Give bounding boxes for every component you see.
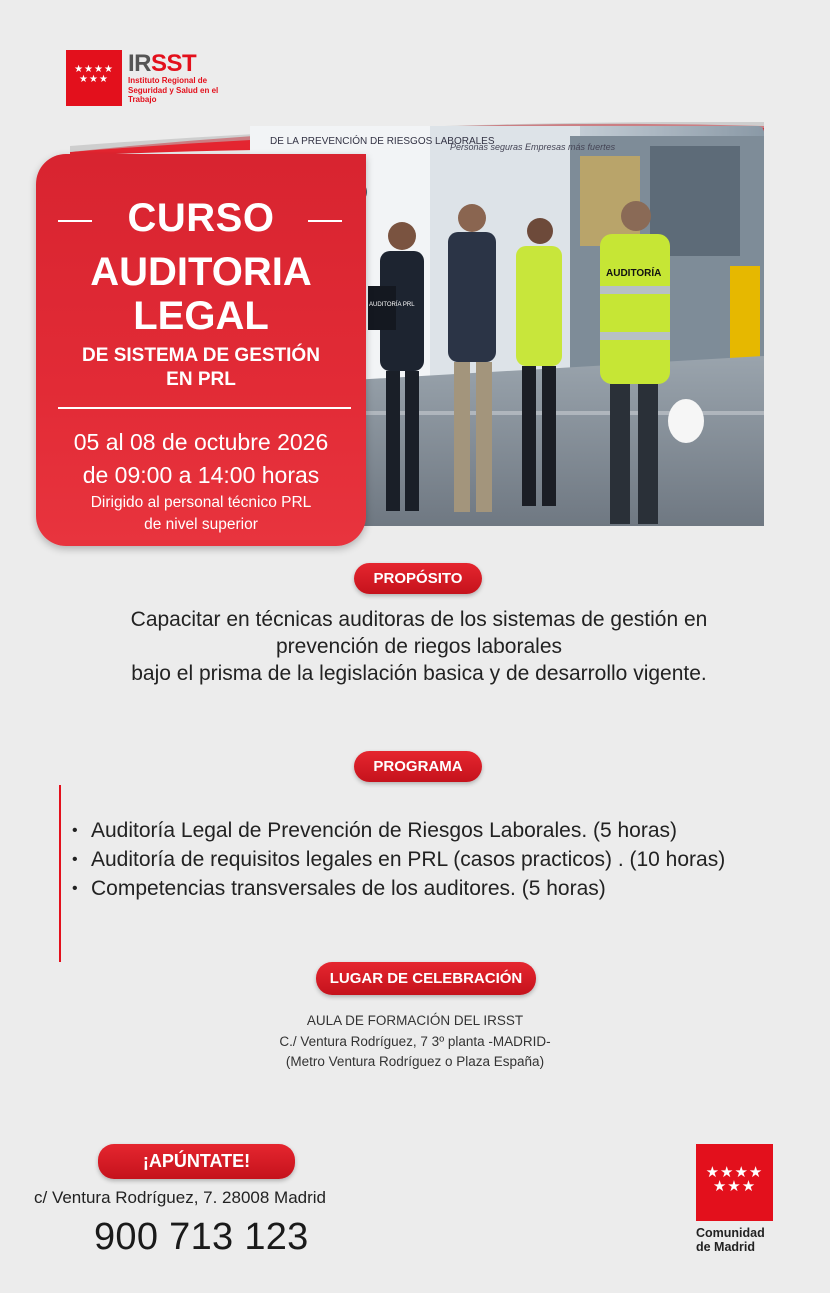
program-accent-line <box>59 785 61 962</box>
irsst-logo <box>66 50 226 108</box>
wall-slogan: Personas seguras Empresas más fuertes <box>450 142 616 152</box>
signup-button[interactable]: ¡APÚNTATE! <box>98 1144 295 1179</box>
course-subtitle-line1: DE SISTEMA DE GESTIÓN <box>82 345 320 366</box>
irsst-wordmark <box>128 50 196 78</box>
course-hours: de 09:00 a 14:00 horas <box>82 462 320 488</box>
course-title-line1: AUDITORIA <box>90 250 312 294</box>
program-badge: PROGRAMA <box>354 751 482 782</box>
list-item: • Auditoría Legal de Prevención de Riesgos Laborales. (5 horas) <box>72 816 812 845</box>
comunidad-madrid-wordmark <box>696 1226 776 1254</box>
irsst-wordmark-gray: IR <box>128 50 151 77</box>
madrid-flag-icon <box>696 1144 773 1221</box>
program-list <box>72 816 812 903</box>
course-dates: 05 al 08 de octubre 2026 <box>73 429 329 455</box>
irsst-wordmark-red: SST <box>151 50 197 77</box>
comunidad-madrid-line2: de Madrid <box>696 1240 756 1254</box>
course-subtitle <box>36 344 366 392</box>
list-item: • Auditoría de requisitos legales en PRL (casos practicos) . (10 horas) <box>72 845 812 874</box>
venue-line2: C./ Ventura Rodríguez, 7 3º planta -MADRID- <box>279 1033 551 1049</box>
venue-badge: LUGAR DE CELEBRACIÓN <box>316 962 536 995</box>
card-divider <box>58 407 351 409</box>
venue-line1: AULA DE FORMACIÓN DEL IRSST <box>306 1013 524 1028</box>
course-schedule <box>36 426 366 492</box>
folder-label: AUDITORÍA PRL <box>369 302 415 308</box>
signup-phone[interactable]: 900 713 123 <box>94 1216 309 1258</box>
course-title <box>36 250 366 338</box>
comunidad-madrid-line1: Comunidad <box>696 1226 765 1240</box>
purpose-line2: prevención de riegos laborales <box>275 635 562 658</box>
course-audience-line1: Dirigido al personal técnico PRL <box>90 494 312 511</box>
irsst-subtitle: Instituto Regional de Seguridad y Salud en el Trabajo <box>128 76 219 104</box>
stars-icon: ★★★★ ★★★ <box>74 64 114 85</box>
course-audience <box>36 492 366 536</box>
purpose-line3: bajo el prisma de la legislación basica y de desarrollo vigente. <box>131 662 707 685</box>
madrid-flag-icon <box>66 50 122 106</box>
stars-row1: ★★★★ <box>705 1164 764 1181</box>
comunidad-madrid-logo <box>696 1144 776 1256</box>
course-subtitle-line2: EN PRL <box>166 369 236 390</box>
signup-address: c/ Ventura Rodríguez, 7. 28008 Madrid <box>34 1188 327 1207</box>
purpose-line1: Capacitar en técnicas auditoras de los sistemas de gestión en <box>130 608 708 631</box>
course-audience-line2: de nivel superior <box>144 516 258 533</box>
course-title-line2: LEGAL <box>133 294 269 338</box>
course-title-card <box>36 154 366 546</box>
list-item: • Competencias transversales de los auditores. (5 horas) <box>72 874 812 903</box>
stars-row2: ★★★ <box>712 1178 757 1195</box>
vest-label: AUDITORÍA <box>606 268 662 279</box>
stars-icon <box>696 1166 773 1194</box>
purpose-text <box>60 606 778 687</box>
purpose-badge: PROPÓSITO <box>354 563 482 594</box>
wall-title: DE LA PREVENCIÓN DE RIESGOS LABORALES <box>270 136 495 147</box>
course-label: CURSO <box>127 196 275 240</box>
venue-line3: (Metro Ventura Rodríguez o Plaza España) <box>285 1054 545 1069</box>
venue-text <box>200 1011 630 1073</box>
